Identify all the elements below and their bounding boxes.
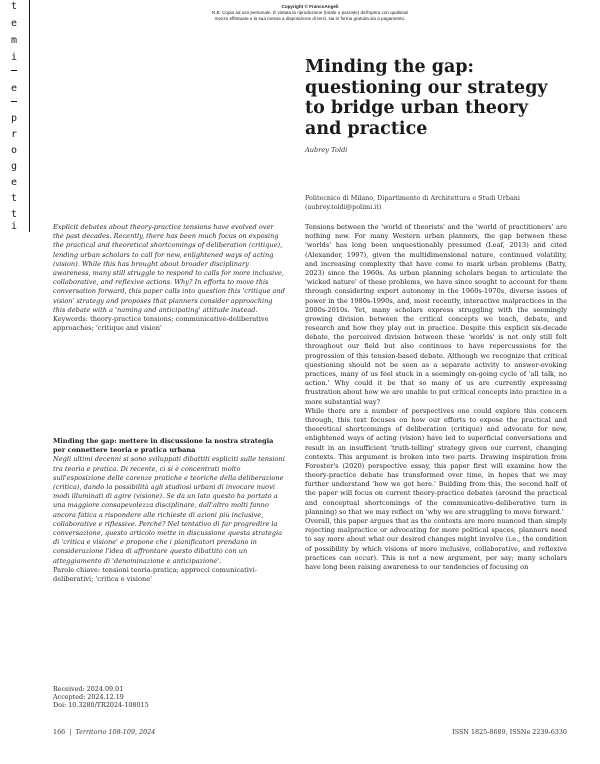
side-divider (11, 101, 17, 102)
publication-dates (53, 686, 285, 709)
side-letter: i (10, 221, 18, 232)
abstract-italian (53, 437, 285, 584)
abstract-italian-keywords: Parole chiave: tensioni teoria-pratica; approcci comunicativi-deliberativi; 'critica e visione' (53, 565, 257, 584)
issn: ISSN 1825-8689, ISSNe 2239-6330 (452, 728, 567, 736)
side-divider (11, 70, 17, 71)
side-letter: g (10, 161, 18, 172)
body-paragraph: Overall, this paper argues that as the contexts are more nuanced than simply rejecting malpractice or advocating for more political spaces, planners need to say more about what our desired changes might involve (i.e., the condition of possibility by which visions of more inclusive, collaborative, and reflexive practices can occur). This is not a new argument, per say; many scholars have long been raising awareness to our tendencies of focusing on (305, 517, 567, 571)
side-letter: e (10, 18, 18, 29)
abstract-italian-body: Negli ultimi decenni si sono sviluppati dibattiti espliciti sulle tensioni tra teoria e pratica. Di recente, ci si è concentrati molto sull'esposizione delle carenze pratiche e teoriche della deliberazione (critica), dando la possibilità agli studiosi urbani di invocare nuovi modi illuminati di agire (visione). Se da un lato questo ha portato a una maggiore consapevolezza disciplinare, dall'altro molti fanno ancora fatica a rispondere alle richieste di azioni più inclusive, collaborative e riflessive. Perché? Nel tentativo di far progredire la conversazione, questo articolo mette in discussione questa strategia di 'critica e visione' e propone che i pianificatori prendano in considerazione l'idea di affrontare questo dibattito con un atteggiamento di 'denominazione e anticipazione'. (53, 455, 285, 565)
affiliation-institution: Politecnico di Milano, Dipartimento di Architettura e Studi Urbani (305, 194, 520, 202)
abstract-english-keywords: Keywords: theory-practice tensions; communicative-deliberative approaches; 'critique and vision' (53, 315, 269, 333)
copyright-line-1: Copyright © FrancoAngeli (281, 4, 339, 9)
abstract-italian-title: Minding the gap: mettere in discussione la nostra strategia per connettere teoria e pratica urbana (53, 437, 274, 455)
body-paragraph: While there are a number of perspectives one could explore this concern through, this text focuses on how our efforts to expose the practical and theoretical shortcomings of deliberation (critique) and advocate for new, enlightened ways of acting (vision) have led to superficial conversations and result in an insufficient 'truth-telling' strategy given our current, changing contexts. This argument is broken into two parts. Drawing inspiration from Forester's (2020) perspective essay, this paper first will examine how the theory-practice debate has transformed over time, in hopes that we may further understand 'how we got here.' Building from this, the second half of the paper will focus on current theory-practice debates (around the practical and conceptual shortcomings of the communicative-deliberative turn in planning) so that we may reflect on 'why we are struggling to move forward.' (305, 406, 567, 516)
article-body (305, 223, 567, 705)
received-date: Received: 2024.09.01 (53, 685, 124, 693)
author-affiliation (305, 194, 565, 211)
copyright-notice (140, 4, 480, 22)
author-email: (aubrey.toldi@polimi.it) (305, 202, 382, 211)
side-letter: e (10, 83, 18, 94)
page-number: 166 (53, 728, 66, 736)
section-side-strip (0, 0, 30, 232)
article-title: Minding the gap: questioning our strategy to bridge urban theory and practice (305, 57, 548, 139)
side-letter: t (10, 1, 18, 12)
accepted-date: Accepted: 2024.12.19 (53, 692, 124, 701)
side-letter: r (10, 129, 18, 140)
side-letter: o (10, 145, 18, 156)
abstract-english (53, 223, 285, 333)
journal-name: Territorio 108-109, 2024 (75, 728, 156, 736)
side-letter: t (10, 193, 18, 204)
page-footer-left: 166 | Territorio 108-109, 2024 (53, 728, 156, 736)
side-letter: m (10, 35, 18, 46)
copyright-line-2: N.B: Copia ad uso personale. È vietata la riproduzione (totale o parziale) dell'opera con qualsiasi (211, 10, 409, 15)
side-letter: e (10, 177, 18, 188)
doi: Doi: 10.3280/TR2024-108015 (53, 700, 149, 709)
body-paragraph: Tensions between the 'world of theorists' and the 'world of practitioners' are nothing new. For many Western urban planners, the gap between these 'worlds' has long been unquestionably presumed (Leaf, 2013) and cited (Alexander, 1997), given the multidimensional nature, continued volatility, and increasing complexity that have come to mark urban problems (Batty, 2023) since the 1960s. As urban planning scholars began to articulate the 'wicked nature' of these problems, we have since sought to account for them through considering expert autonomy in the 1960s-1970s, diverse issues of power in the 1980s-1990s, and, most recently, interactive malpractices in the 2000s-2010s. Yet, many scholars express struggling with the seemingly growing division between the critical concepts we teach, debate, and research and how they play out in practice. Despite this explicit six-decade debate, the perceived division between these 'worlds' is not only still felt throughout our field but also continues to have repercussions for the progression of this tension-based debate. Although we recognize that critical questioning should not be seen as a separate activity to answer-evoking practices, many of us feel stuck in a seemingly on-going cycle of 'all talk, no action.' Why could it be that so many of us are currently expressing frustration about how we are unable to put critical concepts into practice in a more substantial way? (305, 223, 567, 406)
side-letter: p (10, 113, 18, 124)
abstract-english-body: Explicit debates about theory-practice tensions have evolved over the past decades. Recently, there has been much focus on exposing the practical and theoretical shortcomings of deliberation (critique), lending urban scholars to call for new, enlightened ways of acting (vision). While this has brought about broader disciplinary awareness, many still struggle to respond to calls for more inclusive, collaborative, and reflexive actions. Why? In efforts to move this conversation forward, this paper calls into question this 'critique and vision' strategy and proposes that planners consider approaching this debate with a 'naming and anticipating' attitude instead. (53, 223, 285, 314)
copyright-line-3: mezzo effettuata e la sua messa a disposizione di terzi, sia in forma gratuita sia a pagamento. (214, 16, 406, 21)
side-letter: t (10, 209, 18, 220)
article-author: Aubrey Toldi (305, 146, 348, 154)
side-letter: i (10, 52, 18, 63)
